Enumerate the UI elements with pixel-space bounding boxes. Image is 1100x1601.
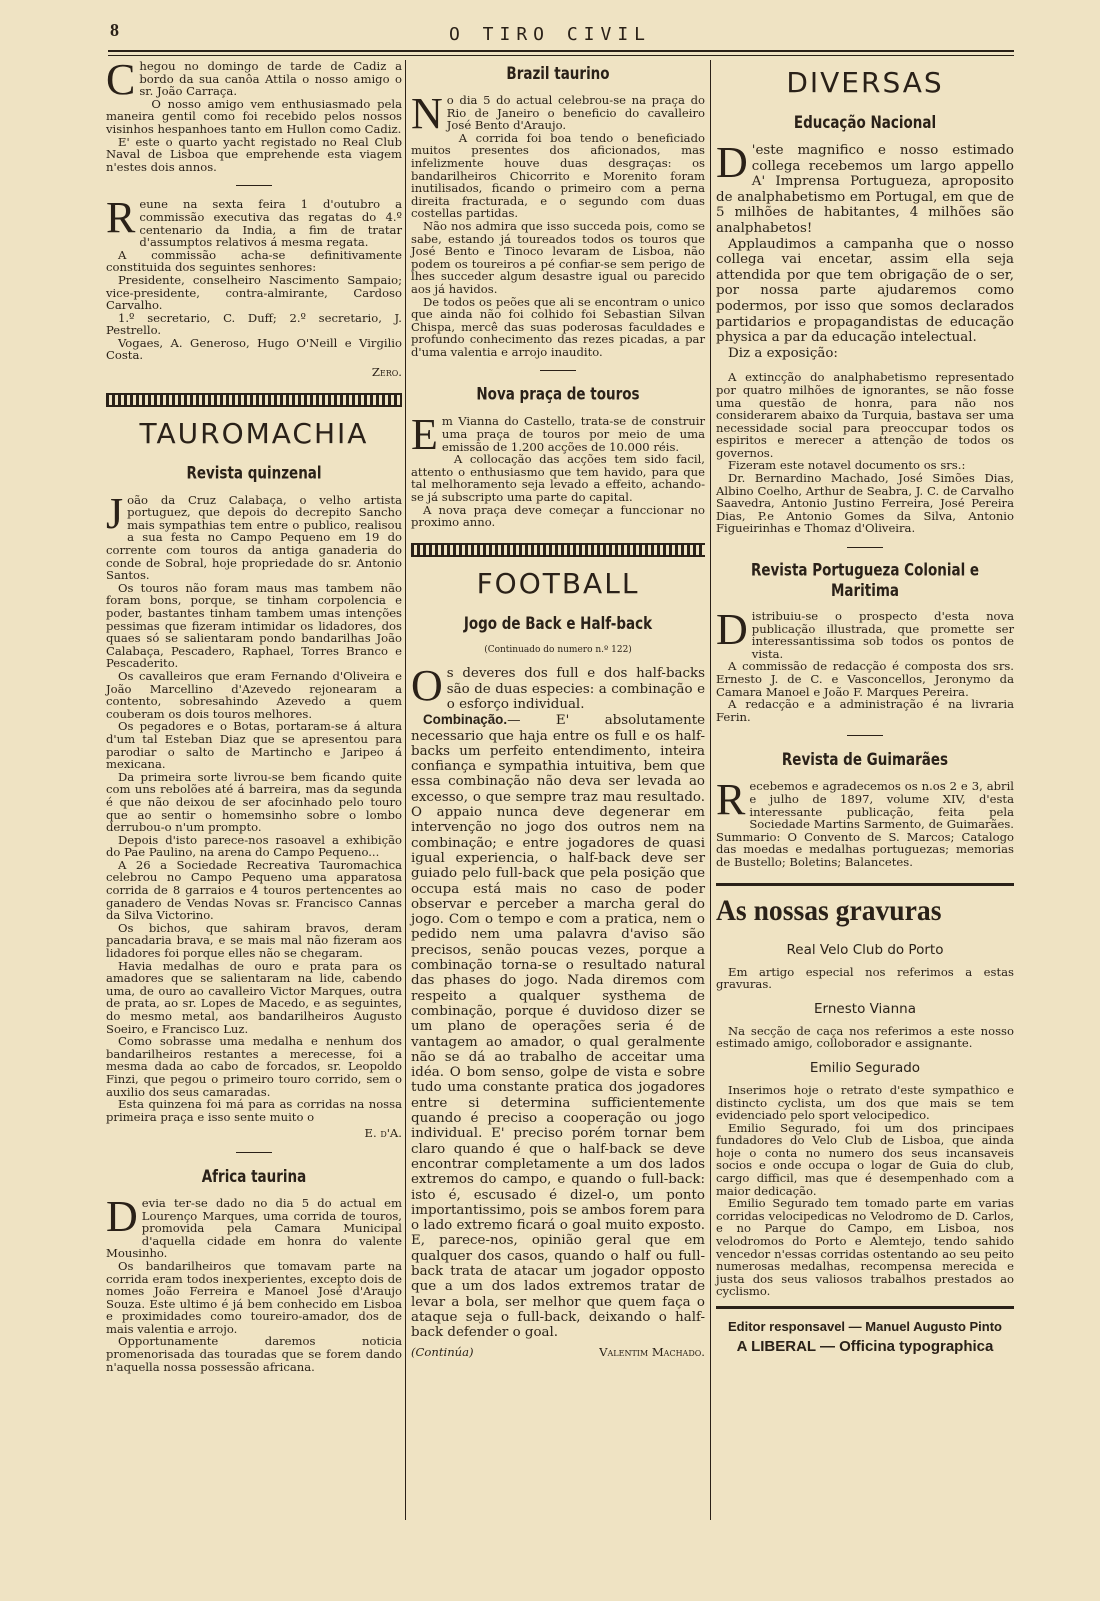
article-title: Revista Portugueza Colonial e Maritima <box>750 559 980 601</box>
gravura-heading: Real Velo Club do Porto <box>786 941 944 958</box>
article-paragraph: D 'este magnifico e nosso estimado collega recebemos um largo appello A' Imprensa Portugueza, aproposito de analphabetismo em Portugal, em que de 5 milhões de habitantes, 4 milhões são analphabetos! <box>716 138 1014 236</box>
drop-cap: J <box>106 488 124 538</box>
drop-cap: D <box>716 138 748 187</box>
article-paragraph: Havia medalhas de ouro e prata para os amadores que se salientaram na lide, cabendo uma, de ouro ao cavalleiro Victor Marques, outra de prata, ao sr. Lopes de Macedo, e as seguintes, do mesmo metal, aos bandarilheiros Augusto Soeiro, e Francisco Luz. <box>106 958 402 1036</box>
article-paragraph: Combinação.— E' absolutamente necessario que haja entre os full e os half-backs um perfeito entendimento, inteira confiança e sympathia intuitiva, bem que essa combinação não deva ser levada ao excesso, o que sempre traz mau resultado. O appaio nunca deve degenerar em intervenção no jogo dos outros nem na combinação; e entre jogadores de quasi igual experiencia, o half-back deve ser guiado pelo full-back que pela posição que occupa está mais no caso de poder observar e perceber a marcha geral do jogo. Com o tempo e com a pratica, nem o pedido nem uma palavra d'aviso são precisos, senão poucas vezes, porque a combinação torna-se o resultado natural das phases do jogo. Nada diremos com respeito a qualquer systhema de combinação, porque é duvidoso dizer se um plano de operações seria é de vantagem ao amador, o qual geralmente não se dá ao trabalho de acceitar uma idéa. O bom senso, golpe de vista e sobre tudo uma constante pratica dos jogadores entre si determina sufficientemente quando é preciso a cooperação ou jogo individual. E' preciso porém tornar bem claro quando é que o half-back se deve encontrar completamente a um dos lados extremos do campo, e quando o full-back: isto é, escusado é dizel-o, um ponto importantissimo, pois se ambos forem para o lado extremo ficará o goal muito exposto. E, parece-nos, opinião geral que em qualquer dos casos, quando o half ou full-back trata de atacar um jogador opposto que a um dos lados extremos tratar de levar a bola, ser melhor que quem faça o ataque seja o full-back, deixando o half-back defender o goal. <box>411 712 705 1341</box>
drop-cap: R <box>716 775 746 825</box>
article-title: Educação Nacional <box>793 111 937 133</box>
signature: Zero. <box>371 365 402 380</box>
article-paragraph: A commissão de redacção é composta dos srs. Ernesto J. de C. e Vasconcellos, Jeronymo da Camara Manoel e João F. Marques Pereira. <box>716 659 1014 699</box>
section-title-football: FOOTBALL <box>476 566 640 600</box>
drop-cap: C <box>106 55 136 104</box>
article-paragraph: A 26 a Sociedade Recreativa Tauromachica celebrou no Campo Pequeno uma apparatosa corrida de 8 garraios e 4 touros pertencentes ao ganadero de Vendas Novas sr. Francisco Cannas da Silva Victorino. <box>106 857 402 923</box>
ornament-divider <box>106 393 402 407</box>
drop-cap: R <box>106 193 136 243</box>
continues-note: (Continúa) <box>411 1345 474 1360</box>
printer-line: A LIBERAL — Officina typographica <box>736 1338 994 1355</box>
column-left <box>106 55 402 1561</box>
column-divider <box>710 60 711 1520</box>
article-paragraph: No dia 5 do actual celebrou-se na praça do Rio de Janeiro o beneficio do cavalleiro José Bento d'Araujo. <box>411 89 705 138</box>
article-paragraph: Reune na sexta feira 1 d'outubro a commissão executiva das regatas do 4.º centenario da India, a fim de tratar d'assumptos relativos á mesma regata. <box>106 193 402 250</box>
article-paragraph: De todos os peões que ali se encontram o unico que ainda não foi colhido foi Sebastian Silvan Chispa, mercê das suas poderosas faculdades e profundo conhecimento das rezes picadas, a par d'uma valentia e arrojo inaudito. <box>411 294 705 359</box>
article-title: Africa taurina <box>201 1165 307 1187</box>
section-title-diversas: DIVERSAS <box>786 66 944 99</box>
article-paragraph: Chegou no domingo de tarde de Cadiz a bordo da sua canôa Attila o nosso amigo o sr. João Carraça. <box>106 55 402 104</box>
article-paragraph: Recebemos e agradecemos os n.os 2 e 3, abril e julho de 1897, volume XIV, d'esta interessante publicação, feita pela Sociedade Martins Sarmento, de Guimarães. Summario: O Convento de S. Marcos; Catalogo das moedas e medalhas portuguezas; memorias de Bustello; Boletins; Balancetes. <box>716 775 1014 869</box>
article-paragraph: A corrida foi boa tendo o beneficiado muitos presentes dos aficionados, mas infelizmente houve duas desgraças: os bandarilheiros Chicorrito e Morenito foram inutilisados, ficando o primeiro com a perna direita fracturada, e o segundo com duas costellas partidas. <box>411 130 705 221</box>
article-paragraph: Inserimos hoje o retrato d'este sympathico e distincto cyclista, um dos que mais se tem evidenciado pelo sport velocipedico. <box>716 1082 1014 1123</box>
article-paragraph: Os cavalleiros que eram Fernando d'Oliveira e João Marcellino d'Azevedo rejonearam a contento, sobresahindo Azevedo a quem couberam os dois touros melhores. <box>106 668 402 721</box>
article-paragraph: A commissão acha-se definitivamente constituida dos seguintes senhores: <box>106 247 402 275</box>
article-paragraph: Os deveres dos full e dos half-backs são de duas especies: a combinação e o esforço individual. <box>411 661 705 712</box>
article-paragraph: Na secção de caça nos referimos a este nosso estimado amigo, colloborador e assignante. <box>716 1023 1014 1051</box>
article-paragraph: Presidente, conselheiro Nascimento Sampaio; vice-presidente, contra-almirante, Cardoso Carvalho. <box>106 272 402 313</box>
journal-title: O TIRO CIVIL <box>448 24 652 45</box>
article-paragraph: Os bandarilheiros que tomavam parte na corrida eram todos inexperientes, excepto dois de nomes João Ferreira e Manoel José d'Araujo Souza. Este ultimo é já bem conhecido em Lisboa e proximidades como toureiro-amador, dos de mais valentia e arrojo. <box>106 1258 402 1336</box>
article-paragraph: Depois d'isto parece-nos rasoavel a exhibição do Pae Paulino, na arena do Campo Pequeno... <box>106 832 402 860</box>
article-paragraph: Vogaes, A. Generoso, Hugo O'Neill e Virgilio Costa. <box>106 335 402 363</box>
article-paragraph: João da Cruz Calabaça, o velho artista portuguez, que depois do decrepito Sancho mais sympathias tem entre o publico, realisou a sua festa no Campo Pequeno em 19 do corrente com touros da antiga ganaderia do conde de Sobral, hoje propriedade do sr. Antonio Santos. <box>106 488 402 583</box>
article-title: Jogo de Back e Half-back <box>463 612 653 634</box>
article-paragraph: 1.º secretario, C. Duff; 2.º secretario, J. Pestrello. <box>106 310 402 338</box>
football-article <box>411 661 705 1341</box>
article-paragraph: Esta quinzena foi má para as corridas na nossa primeira praça e isso sente muito o <box>106 1097 402 1124</box>
article-paragraph: Distribuiu-se o prospecto d'esta nova publicação illustrada, que promette ser interessantissima sob todos os pontos de vista. <box>716 605 1014 661</box>
article-title: Brazil taurino <box>506 62 610 84</box>
article-paragraph: A collocação das acções tem sido facil, attento o enthusiasmo que tem havido, para que tal melhoramento seja levado a effeito, achando-se já subscripto uma parte do capital. <box>411 452 705 505</box>
article-paragraph: Opportunamente daremos noticia promenorisada das touradas que se forem dando n'aquella nossa possessão africana. <box>106 1334 402 1374</box>
article-paragraph: Os pegadores e o Botas, portaram-se á altura d'um tal Esteban Diaz que se apresentou para parodiar o salto de Martincho e Jaripeo á mexicana. <box>106 719 402 772</box>
author-name: Valentim Machado. <box>599 1345 705 1360</box>
article-title: Revista de Guimarães <box>781 749 949 770</box>
header-rule <box>108 50 1014 56</box>
article-paragraph: Applaudimos a campanha que o nosso collega vai encetar, assim ella seja attendida por que tem obrigação de o ser, por nossa parte ajudaremos como podermos, por isso que somos declarados partidarios e propagandistas de educação physica a par da educação intelectual. <box>716 236 1014 346</box>
drop-cap: O <box>411 661 443 711</box>
editor-line: Editor responsavel — Manuel Augusto Pinto <box>728 1319 1002 1334</box>
paragraph-lead: Combinação. <box>423 712 508 728</box>
divider <box>236 185 272 186</box>
divider <box>236 1152 272 1153</box>
article-paragraph: A redacção e a administração é na livraria Ferin. <box>716 697 1014 724</box>
article-paragraph: Devia ter-se dado no dia 5 do actual em Lourenço Marques, uma corrida de touros, promovida pela Camara Municipal d'aquella cidade em honra do valente Mousinho. <box>106 1191 402 1261</box>
article-paragraph: E' este o quarto yacht registado no Real Club Naval de Lisboa que emprehende esta viagem n'estes dois annos. <box>106 134 402 174</box>
article-paragraph: Diz a exposição: <box>728 345 838 361</box>
article-title: Nova praça de touros <box>476 384 640 405</box>
continued-note: (Continuado do numero n.º 122) <box>484 644 632 655</box>
article-paragraph: A extincção do analphabetismo representado por quatro milhões de ignorantes, se não fosse uma questão de honra, para não nos considerarem abaixo da Turquia, bastava ser uma necessidade social para preoccupar todos os espiritos e merecer a attenção de todos os governos. <box>716 370 1014 460</box>
page-number: 8 <box>110 20 119 40</box>
section-title-tauromachia: TAUROMACHIA <box>139 416 369 450</box>
article-paragraph: Em Vianna do Castello, trata-se de construir uma praça de touros por meio de uma emissão de 1.200 acções de 10.000 réis. <box>411 410 705 460</box>
gravura-heading: Ernesto Vianna <box>814 1000 916 1017</box>
article-paragraph: Os touros não foram maus mas tambem não foram bons, porque, se tinham corpolencia e poder, bastantes tinham tambem umas intenções pessimas que fizeram intimidar os lidadores, dos quaes só se salientaram pondo bandarilhas João Calabaça, Pescadero, Raphael, Torres Branco e Pescaderito. <box>106 580 402 671</box>
drop-cap: D <box>716 605 748 655</box>
signature: E. d'A. <box>364 1126 402 1141</box>
article-paragraph: Não nos admira que isso succeda pois, como se sabe, estando já toureados todos os touros que José Bento e Tinoco levaram de Lisboa, não podem os toureiros a pé confiar-se sem perigo de lhes succeder algum desastre igual ou parecido aos já havidos. <box>411 218 705 296</box>
drop-cap: E <box>411 410 438 460</box>
divider <box>847 547 883 548</box>
article-paragraph: Dr. Bernardino Machado, José Simões Dias, Albino Coelho, Arthur de Seabra, J. C. de Carvalho Saavedra, Antonio Justino Ferreira, José Pereira Dias, P.e Antonio Gomes da Silva, Antonio Figueirinhas e Thomaz d'Oliveira. <box>716 471 1014 536</box>
ornament-divider <box>411 543 705 557</box>
article-title: Revista quinzenal <box>186 462 322 484</box>
column-middle <box>411 60 705 1561</box>
section-rule <box>716 1306 1014 1309</box>
article-paragraph: O nosso amigo vem enthusiasmado pela maneira gentil como foi recebido pelos nossos visinhos hespanhoes tanto em Hullon como Cadiz. <box>106 96 402 136</box>
section-title-gravuras: As nossas gravuras <box>716 893 942 927</box>
article-paragraph: A nova praça deve começar a funccionar no proximo anno. <box>411 502 705 530</box>
drop-cap: N <box>411 89 443 138</box>
article-paragraph: Emilio Segurado, foi um dos principaes fundadores do Velo Club de Lisboa, que ainda hoje o conta no numero dos seus incansaveis socios e onde occupa o logar de Guia do club, cargo difficil, mas que é desempenhado com a maior dedicação. <box>716 1120 1014 1198</box>
gravura-heading: Emilio Segurado <box>809 1059 921 1076</box>
article-paragraph: Da primeira sorte livrou-se bem ficando quite com uns rebolões até á barreira, mas da segunda é que não deixou de ser afocinhado pelo touro que ao sentir o homemsinho sobre o lombo derrubou-o n'um prompto. <box>106 769 402 835</box>
article-paragraph: Fizeram este notavel documento os srs.: <box>728 458 966 473</box>
article-paragraph: Como sobrasse uma medalha e nenhum dos bandarilheiros restantes a merecesse, foi a mesma dada ao cabo de forcados, sr. Leopoldo Finzi, que pegou o primeiro touro corrido, sem o auxilio dos seus camaradas. <box>106 1034 402 1099</box>
drop-cap: D <box>106 1191 138 1241</box>
column-divider <box>405 60 406 1520</box>
column-right <box>716 60 1014 1561</box>
divider <box>847 735 883 736</box>
section-rule <box>716 883 1014 886</box>
article-paragraph: Em artigo especial nos referimos a estas gravuras. <box>716 964 1014 992</box>
divider <box>540 370 576 371</box>
article-footer <box>411 1346 705 1359</box>
article-paragraph: Emilio Segurado tem tomado parte em varias corridas velocipedicas no Velodromo de D. Carlos, e no Parque do Campo, em Lisboa, nos velodromos do Porto e Alemtejo, tendo sahido vencedor n'essas corridas ostentando ao seu peito numerosas medalhas, recompensa merecida e justa dos seus valiosos trabalhos prestados ao cyclismo. <box>716 1196 1014 1299</box>
article-paragraph: Os bichos, que sahiram bravos, deram pancadaria brava, e se mais mal não fizeram aos lidadores foi porque elles não se chegaram. <box>106 920 402 961</box>
educacao-article <box>716 138 1014 361</box>
